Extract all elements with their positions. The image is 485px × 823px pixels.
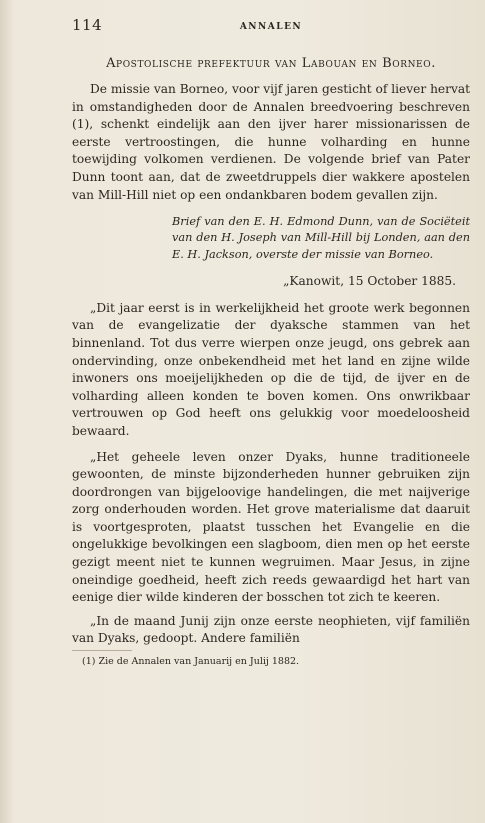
footnote: (1) Zie de Annalen van Januarij en Julij 1882. [82,656,300,668]
body-paragraph-3: „In de maand Junij zijn onze eerste neophieten, vijf familiën van Dyaks, gedoopt. Andere familiën [72,613,470,646]
body-paragraph-2: „Het geheele leven onzer Dyaks, hunne traditioneele gewoonten, de minste bijzonderheden hunner gebruiken zijn doordrongen van bijgeloovige handelingen, die met naijverige zorg onderhouden worden. Het grove materialisme dat daaruit is voortgesproten, plaatst tusschen het Evangelie en die ongelukkige bevolkingen een slagboom, dien men op het eerste gezigt meent niet te kunnen wegruimen. Maar Jesus, in zijne oneindige goedheid, heeft zich reeds gewaardigd het hart van eenige dier wilde kinderen der bosschen tot zich te keeren. [72,449,470,605]
running-head [72,16,470,40]
running-title: ANNALEN [239,22,303,32]
intro-paragraph: De missie van Borneo, voor vijf jaren gesticht of liever hervat in omstandigheden door de Annalen breedvoering beschreven (1), schenkt eindelijk aan den ijver harer missionarissen de eerste vertroostingen, die hunne volharding en hunne toewijding volkomen verdienen. De volgende brief van Pater Dunn toont aan, dat de zweetdruppels dier wakkere apostelen van Mill-Hill niet op een ondankbaren bodem gevallen zijn. [72,82,470,202]
page-number: 114 [72,16,103,34]
page-content [72,16,470,668]
section-title: Apostolische prefektuur van Labouan en Borneo. [106,56,436,71]
letter-dateline: „Kanowit, 15 October 1885. [283,273,456,288]
footnote-rule [72,650,132,651]
body-paragraph-1: „Dit jaar eerst is in werkelijkheid het groote werk begonnen van de evangelizatie der dyaksche stammen van het binnenland. Tot dus verre wierpen onze jeugd, ons gebrek aan ondervinding, onze onbekendheid met het land en zijne wilde inwoners ons moeijelijkheden op die de tijd, de ijver en de volharding alleen konden te boven komen. Ons onwrikbaar vertrouwen op God heeft ons gelukkig voor moedeloosheid bewaard. [72,300,470,438]
letter-heading: Brief van den E. H. Edmond Dunn, van de Sociëteit van den H. Joseph van Mill-Hill bij Londen, aan den E. H. Jackson, overste der missie van Borneo. [172,215,470,261]
